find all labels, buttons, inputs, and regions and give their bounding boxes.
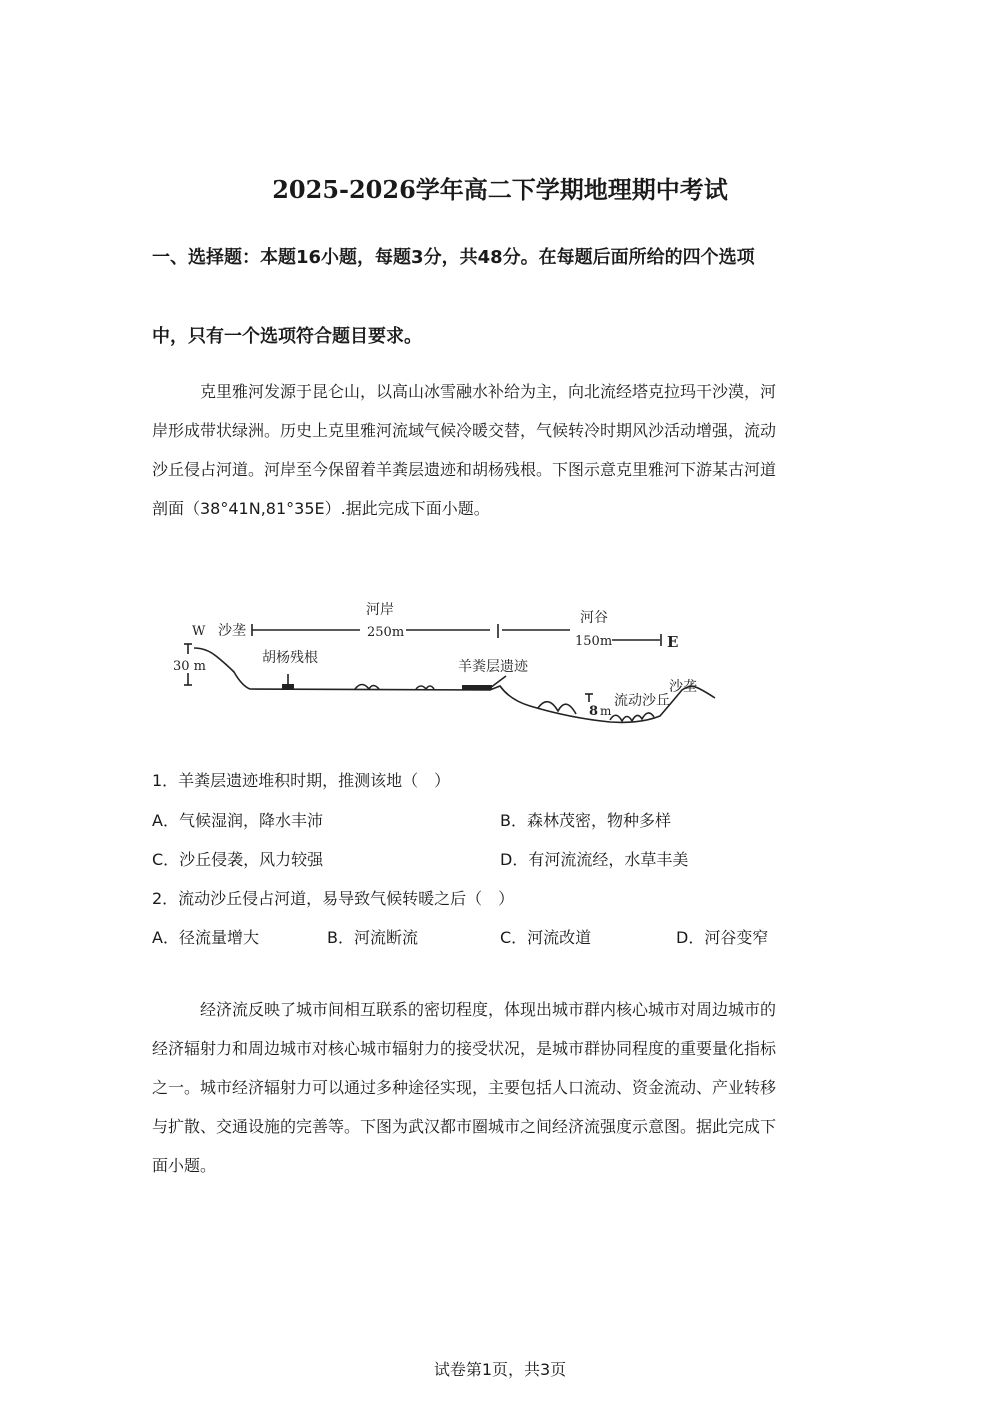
bank-label: 河岸 (366, 602, 394, 618)
east-label: E (667, 633, 679, 651)
q1-option-b: B．森林茂密，物种多样 (500, 811, 671, 830)
section-heading-line1: 一、选择题：本题16小题，每题3分，共48分。在每题后面所给的四个选项 (152, 247, 755, 268)
river-profile-figure (170, 590, 730, 730)
river-profile-svg (170, 590, 730, 730)
passage-economic-flow (152, 990, 840, 1185)
q2-option-c: C．河流改道 (500, 928, 592, 947)
poplar-root-stump (282, 684, 294, 689)
passage1-line: 沙丘侵占河道。河岸至今保留着羊粪层遗迹和胡杨残根。下图示意克里雅河下游某古河道 (152, 460, 777, 479)
passage2-line: 之一。城市经济辐射力可以通过多种途径实现，主要包括人口流动、资金流动、产业转移 (152, 1078, 777, 1097)
passage2-line: 与扩散、交通设施的完善等。下图为武汉都市圈城市之间经济流强度示意图。据此完成下 (152, 1117, 777, 1136)
q1-option-d: D．有河流流经，水草丰美 (500, 850, 689, 869)
dung-layer-block (462, 685, 492, 690)
valley-label: 河谷 (580, 610, 608, 626)
question-2-stem: 2．流动沙丘侵占河道，易导致气候转暖之后（ ） (152, 889, 515, 908)
passage1-line: 克里雅河发源于昆仑山，以高山冰雪融水补给为主，向北流经塔克拉玛干沙漠，河 (200, 382, 777, 401)
small-dunes-bank-2 (416, 686, 434, 689)
depth-value-label: 8 (589, 704, 599, 719)
passage-kriya-river (152, 372, 840, 528)
height-label: 30 m (173, 659, 207, 674)
q1-option-c: C．沙丘侵袭，风力较强 (152, 850, 324, 869)
dung-layer-label: 羊粪层遗迹 (458, 659, 528, 675)
q1-option-a: A．气候湿润，降水丰沛 (152, 811, 323, 830)
section-heading-line2: 中，只有一个选项符合题目要求。 (152, 326, 422, 347)
valley-dunes-1 (538, 702, 576, 714)
q2-option-b: B．河流断流 (327, 928, 418, 947)
passage2-line: 面小题。 (152, 1156, 217, 1175)
passage1-line: 剖面（38°41N,81°35E）.据此完成下面小题。 (152, 499, 490, 518)
passage1-line: 岸形成带状绿洲。历史上克里雅河流域气候冷暖交替，气候转冷时期风沙活动增强，流动 (152, 421, 777, 440)
dune-left-label: 沙垄 (218, 623, 246, 639)
small-dunes-bank-1 (355, 685, 379, 690)
q2-option-d: D．河谷变窄 (676, 928, 769, 947)
west-label: W (192, 624, 206, 639)
moving-dunes-label: 流动沙丘 (614, 693, 670, 709)
depth-unit-label: m (600, 704, 612, 718)
bank-width-label: 250m (367, 625, 405, 640)
poplar-roots-label: 胡杨残根 (262, 650, 318, 666)
passage2-line: 经济辐射力和周边城市对核心城市辐射力的接受状况，是城市群协同程度的重要量化指标 (152, 1039, 777, 1058)
passage2-line: 经济流反映了城市间相互联系的密切程度，体现出城市群内核心城市对周边城市的 (200, 1000, 777, 1019)
dune-right-label: 沙垄 (669, 679, 697, 695)
question-1-stem: 1．羊粪层遗迹堆积时期，推测该地（ ） (152, 771, 451, 790)
page-title: 2025-2026学年高二下学期地理期中考试 (272, 175, 728, 204)
valley-width-label: 150m (575, 634, 613, 649)
page-footer: 试卷第1页，共3页 (433, 1360, 567, 1379)
q2-option-a: A．径流量增大 (152, 928, 259, 947)
